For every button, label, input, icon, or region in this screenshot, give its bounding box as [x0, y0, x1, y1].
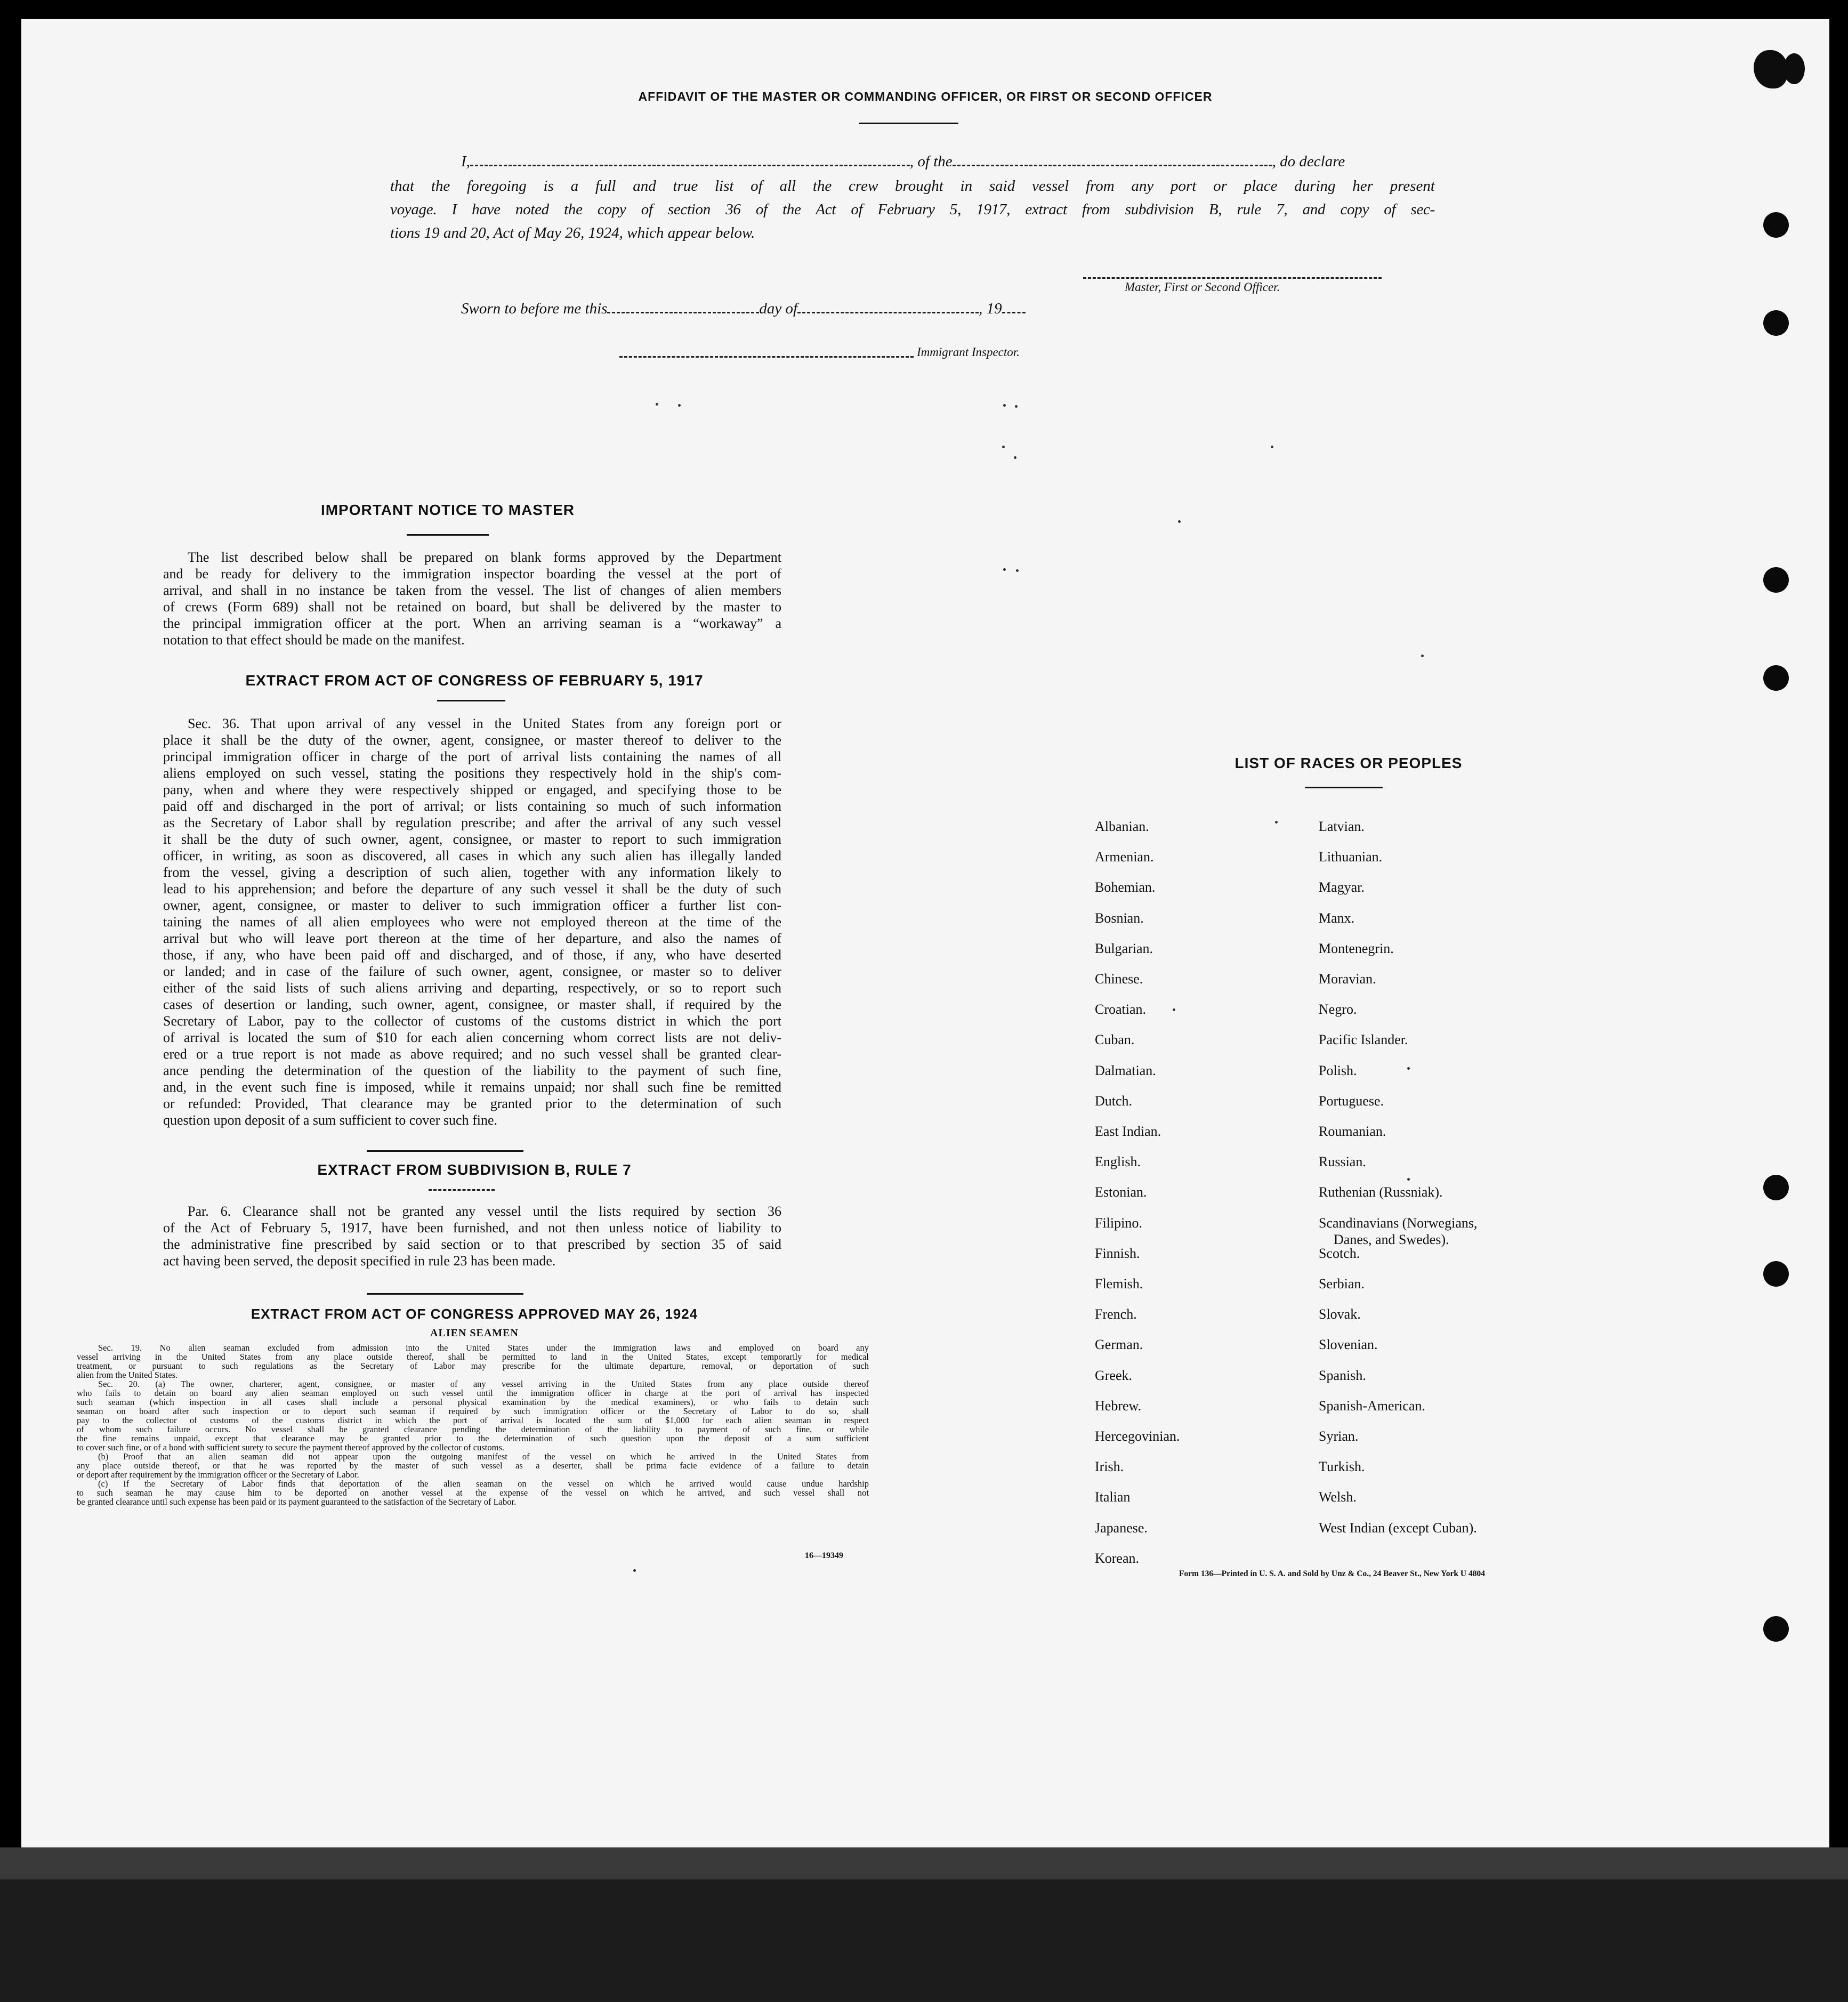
speck	[1014, 456, 1016, 459]
race-item: Spanish.	[1319, 1367, 1366, 1383]
speck	[1178, 520, 1181, 523]
race-item: Montenegrin.	[1319, 940, 1394, 956]
race-item: Roumanian.	[1319, 1124, 1386, 1139]
race-item: Manx.	[1319, 910, 1355, 926]
race-item: West Indian (except Cuban).	[1319, 1520, 1477, 1536]
extract-1917-line: pany, when and where they were respectively shipped or engaged, and specifying those to be	[163, 782, 781, 797]
race-item: Chinese.	[1095, 971, 1143, 987]
master-signature-line[interactable]	[1083, 277, 1382, 279]
race-item: English.	[1095, 1154, 1141, 1170]
extract-1917-line: Sec. 36. That upon arrival of any vessel in the United States from any foreign port or	[188, 716, 781, 731]
punch-hole	[1763, 1616, 1789, 1642]
race-item: Bohemian.	[1095, 879, 1156, 895]
speck	[1002, 446, 1005, 448]
notice-body	[163, 549, 781, 648]
race-item: Welsh.	[1319, 1489, 1357, 1505]
race-item: Syrian.	[1319, 1428, 1359, 1444]
affidavit-line-2: that the foregoing is a full and true list of all the crew brought in said vessel from any port or place during her present	[390, 177, 1435, 195]
extract-1917-line: officer, in writing, as soon as discovered, all cases in which any such alien has illegally landed	[163, 848, 781, 863]
extract-1924-line: be granted clearance until such expense has been paid or its payment guaranteed to the satisfaction of the Secretary of Labor.	[77, 1497, 517, 1507]
rule-7-line: of the Act of February 5, 1917, have been furnished, and not then unless notice of liability to	[163, 1220, 781, 1236]
divider	[367, 1293, 523, 1295]
inspector-label: Immigrant Inspector.	[917, 345, 1020, 359]
race-item: French.	[1095, 1306, 1137, 1322]
speck	[1407, 1178, 1410, 1181]
extract-1924-line: to cover such fine, or of a bond with sufficient surety to secure the payment thereof approved by the collector of customs.	[77, 1442, 504, 1452]
extract-1917-line: or landed; and in case of the failure of such owner, agent, consignee, or master so to deliver	[163, 964, 781, 979]
speck	[656, 403, 658, 406]
form-number: 16—19349	[805, 1551, 843, 1560]
race-item: German.	[1095, 1337, 1143, 1353]
extract-1917-line: of arrival is located the sum of $10 for each alien concerning whom correct lists are not deliv-	[163, 1030, 781, 1045]
notice-line: arrival, and shall in no instance be taken from the vessel. The list of changes of alien members	[163, 583, 781, 598]
race-item: Finnish.	[1095, 1245, 1140, 1261]
alien-seamen-subtitle: ALIEN SEAMEN	[430, 1327, 519, 1339]
race-item: Albanian.	[1095, 819, 1149, 834]
race-item: Serbian.	[1319, 1276, 1365, 1291]
punch-hole	[1763, 1175, 1789, 1200]
speck	[1173, 1008, 1175, 1011]
do-declare-label: , do declare	[1272, 153, 1345, 170]
race-item: Greek.	[1095, 1367, 1133, 1383]
document-page	[21, 19, 1829, 1847]
printer-imprint: Form 136—Printed in U. S. A. and Sold by Unz & Co., 24 Beaver St., New York U 4804	[1179, 1569, 1485, 1578]
extract-1924-line: treatment, or pursuant to such regulations as the Secretary of Labor may prescribe for the ultimate departure, removal, or deportation of such	[77, 1361, 869, 1371]
extract-1917-line: either of the said lists of such aliens arriving and departing, respectively, or so to report such	[163, 980, 781, 996]
master-signature-label: Master, First or Second Officer.	[1125, 280, 1280, 294]
rule-7-line: act having been served, the deposit specified in rule 23 has been made.	[163, 1253, 556, 1269]
race-item: Hercegovinian.	[1095, 1428, 1180, 1444]
punch-hole	[1763, 567, 1789, 593]
speck	[1015, 405, 1018, 408]
extract-1917-line: or refunded: Provided, That clearance may be granted prior to the determination of such	[163, 1096, 781, 1111]
race-item: Moravian.	[1319, 971, 1376, 987]
extract-1917-line: from the vessel, giving a description of such alien, together with any information likely to	[163, 865, 781, 880]
race-item: Latvian.	[1319, 819, 1365, 834]
inspector-signature-line[interactable]	[619, 356, 914, 358]
affidavit-line-3: voyage. I have noted the copy of section 36 of the Act of February 5, 1917, extract from subdivision B, rule 7, and copy of sec-	[390, 201, 1435, 218]
extract-1924-line: seaman on board after such inspection or to deport such seaman if required by such immigration officer or the Secretary of Labor to do so, shall	[77, 1406, 869, 1416]
torn-corner	[1754, 50, 1788, 88]
race-item: Hebrew.	[1095, 1398, 1142, 1414]
speck	[678, 404, 681, 407]
extract-1924-line: Sec. 20. (a) The owner, charterer, agent, consignee, or master of any vessel arriving in the United States from any place outside thereof	[98, 1379, 869, 1389]
extract-1917-line: ered or a true report is not made as above required; and no such vessel shall be granted clear-	[163, 1046, 781, 1062]
extract-1917-line: cases of desertion or landing, such owner, agent, consignee, or master shall, if required by the	[163, 997, 781, 1012]
extract-1924-line: or deport after requirement by the immigration officer or the Secretary of Labor.	[77, 1470, 359, 1480]
race-item: Irish.	[1095, 1459, 1124, 1475]
extract-1917-line: Secretary of Labor, pay to the collector of customs of the customs district in which the port	[163, 1013, 781, 1029]
race-item: Negro.	[1319, 1002, 1357, 1018]
race-item: Magyar.	[1319, 879, 1365, 895]
torn-corner	[1784, 53, 1805, 84]
affidavit-title: AFFIDAVIT OF THE MASTER OR COMMANDING OFFICER, OR FIRST OR SECOND OFFICER	[638, 90, 1213, 103]
extract-1924-line: alien from the United States.	[77, 1370, 178, 1380]
punch-hole	[1763, 665, 1789, 691]
extract-1917-line: principal immigration officer in charge of the port of arrival lists containing the names of all	[163, 749, 781, 764]
extract-1917-line: question upon deposit of a sum sufficient to cover such fine.	[163, 1112, 498, 1128]
notice-line: and be ready for delivery to the immigration inspector boarding the vessel at the port of	[163, 566, 781, 582]
speck	[1407, 1067, 1410, 1070]
race-item: Polish.	[1319, 1062, 1357, 1078]
name-field[interactable]	[470, 153, 910, 166]
race-item: Flemish.	[1095, 1276, 1143, 1291]
divider	[859, 123, 958, 124]
sworn-label: Sworn to before me this	[461, 300, 608, 317]
speck	[1275, 821, 1278, 824]
divider	[429, 1189, 495, 1191]
notice-line: notation to that effect should be made on the manifest.	[163, 632, 465, 648]
race-item: Dutch.	[1095, 1093, 1133, 1109]
punch-hole	[1763, 212, 1789, 238]
race-item: Cuban.	[1095, 1032, 1135, 1048]
race-item: Armenian.	[1095, 849, 1154, 865]
year-field[interactable]	[1002, 300, 1026, 313]
extract-1924-line: of whom such failure occurs. No vessel shall be granted clearance pending the determination of the liability to payment of such fine, or while	[77, 1424, 869, 1434]
extract-1917-line: taining the names of all alien employees who were not employed thereon at the time of the	[163, 914, 781, 930]
notice-line: of crews (Form 689) shall not be retained on board, but shall be delivered by the master to	[163, 599, 781, 615]
extract-1924-line: vessel arriving in the United States from any place outside thereof, shall be permitted to land in the United States, except temporarily for medical	[77, 1352, 869, 1362]
race-item: Scandinavians (Norwegians,	[1319, 1215, 1478, 1231]
speck	[1016, 569, 1019, 572]
race-item: Dalmatian.	[1095, 1062, 1156, 1078]
race-item: Bosnian.	[1095, 910, 1144, 926]
extract-1917-line: place it shall be the duty of the owner, agent, consignee, or master thereof to deliver to the	[163, 732, 781, 748]
scanner-background	[0, 1847, 1848, 2002]
race-item: Estonian.	[1095, 1184, 1147, 1200]
race-item: Scotch.	[1319, 1245, 1360, 1261]
race-item: Spanish-American.	[1319, 1398, 1426, 1414]
extract-1924-line: Sec. 19. No alien seaman excluded from admission into the United States under the immigration laws and employed on board any	[98, 1343, 869, 1353]
race-item: Russian.	[1319, 1154, 1366, 1170]
speck	[1003, 568, 1006, 571]
speck	[1003, 404, 1006, 407]
extract-1924-line: who fails to detain on board any alien seaman employed on such vessel until the immigration officer in charge at the port of arrival has inspected	[77, 1388, 869, 1398]
notice-title: IMPORTANT NOTICE TO MASTER	[320, 502, 575, 518]
race-item: Bulgarian.	[1095, 940, 1153, 956]
race-item: Turkish.	[1319, 1459, 1365, 1475]
affidavit-i-label: I,	[461, 153, 470, 170]
punch-hole	[1763, 310, 1789, 336]
rule-7-line: Par. 6. Clearance shall not be granted any vessel until the lists required by section 36	[188, 1204, 781, 1219]
extract-1917-line: owner, agent, consignee, or master to deliver to such immigration officer a further list con-	[163, 898, 781, 913]
extract-1917-line: arrival but who will leave port thereon at the time of her departure, and also the names of	[163, 931, 781, 946]
divider	[367, 1150, 523, 1152]
divider	[1305, 787, 1383, 788]
month-field[interactable]	[797, 300, 979, 313]
extract-1917-line: paid off and discharged in the port of arrival; or lists containing so much of such information	[163, 798, 781, 814]
race-item: Filipino.	[1095, 1215, 1142, 1231]
extract-1917-body	[163, 715, 781, 1128]
race-item: Italian	[1095, 1489, 1131, 1505]
extract-1917-line: ance pending the determination of the question of the liability to the payment of such fine,	[163, 1063, 781, 1078]
extract-1917-line: aliens employed on such vessel, stating the positions they respectively hold in the ship's com-	[163, 765, 781, 781]
vessel-field[interactable]	[953, 153, 1272, 166]
of-the-label: , of the	[909, 153, 953, 170]
extract-1924-line: (b) Proof that an alien seaman did not appear upon the outgoing manifest of the vessel on which he arrived in the United States from	[98, 1451, 869, 1462]
extract-1917-line: lead to his apprehension; and before the departure of any such vessel it shall be the duty of such	[163, 881, 781, 897]
race-item: Slovak.	[1319, 1306, 1361, 1322]
races-title: LIST OF RACES OR PEOPLES	[1234, 755, 1463, 771]
notice-line: the principal immigration officer at the port. When an arriving seaman is a “workaway” a	[163, 616, 781, 631]
extract-1924-body	[77, 1343, 869, 1506]
race-item: Portuguese.	[1319, 1093, 1384, 1109]
speck	[633, 1569, 636, 1572]
notice-line: The list described below shall be prepared on blank forms approved by the Department	[188, 550, 781, 565]
race-item: Danes, and Swedes).	[1334, 1231, 1449, 1247]
extract-1917-line: and, in the event such fine is imposed, while it remains unpaid; nor shall such fine be remitted	[163, 1079, 781, 1095]
extract-1917-line: it shall be the duty of such owner, agent, consignee, or master to report to such immigration	[163, 832, 781, 847]
rule-7-body	[163, 1203, 781, 1269]
year-label: , 19	[979, 300, 1002, 317]
sworn-line	[461, 300, 1026, 318]
rule-7-line: the administrative fine prescribed by said section or to that prescribed by section 35 of said	[163, 1237, 781, 1252]
affidavit-line-4: tions 19 and 20, Act of May 26, 1924, which appear below.	[390, 224, 755, 241]
speck	[1421, 655, 1424, 657]
punch-hole	[1763, 1261, 1789, 1287]
rule-7-title: EXTRACT FROM SUBDIVISION B, RULE 7	[317, 1161, 632, 1178]
extract-1924-line: pay to the collector of customs of the customs district in which the port of arrival is located the sum of $1,000 for each alien seaman in respect	[77, 1415, 869, 1425]
race-item: Korean.	[1095, 1550, 1140, 1566]
extract-1917-title: EXTRACT FROM ACT OF CONGRESS OF FEBRUARY 5, 1917	[245, 672, 704, 689]
extract-1924-line: (c) If the Secretary of Labor finds that deportation of the alien seaman on the vessel on which he arrived would cause undue hardship	[98, 1479, 869, 1489]
speck	[1271, 446, 1273, 448]
affidavit-first-line	[461, 152, 1437, 171]
extract-1924-line: any place outside thereof, or that he was reported by the master of such vessel as a deserter, shall be prima facie evidence of a failure to detain	[77, 1460, 869, 1471]
day-field[interactable]	[607, 300, 759, 313]
extract-1924-line: the fine remains unpaid, except that clearance may be granted prior to the determination of such question upon the deposit of a sum sufficient	[77, 1433, 869, 1443]
divider	[437, 700, 505, 701]
day-of-label: day of	[759, 300, 798, 317]
race-item: East Indian.	[1095, 1124, 1161, 1139]
extract-1917-line: as the Secretary of Labor shall by regulation prescribe; and after the arrival of any such vessel	[163, 815, 781, 830]
race-item: Japanese.	[1095, 1520, 1148, 1536]
extract-1924-title: EXTRACT FROM ACT OF CONGRESS APPROVED MAY 26, 1924	[251, 1306, 698, 1322]
race-item: Ruthenian (Russniak).	[1319, 1184, 1443, 1200]
race-item: Slovenian.	[1319, 1337, 1378, 1353]
race-item: Croatian.	[1095, 1002, 1147, 1018]
race-item: Lithuanian.	[1319, 849, 1383, 865]
divider	[407, 534, 489, 536]
extract-1924-line: such seaman (which inspection in all cases shall include a personal physical examination by the medical examiners), or who fails to detain such	[77, 1397, 869, 1407]
extract-1917-line: those, if any, who have been paid off and discharged, and of those, if any, who have deserted	[163, 947, 781, 963]
race-item: Pacific Islander.	[1319, 1032, 1408, 1048]
extract-1924-line: to such seaman he may cause him to be deported on another vessel at the expense of the vessel on which he arrived, and such vessel shall not	[77, 1488, 869, 1498]
